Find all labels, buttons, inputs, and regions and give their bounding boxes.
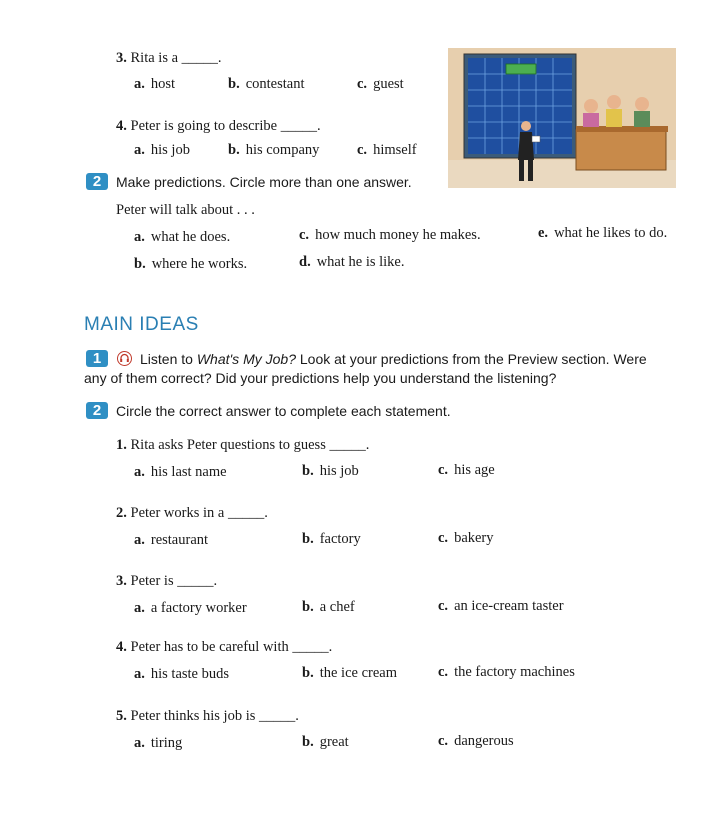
question-1: 1. Rita asks Peter questions to guess _____. (116, 437, 370, 453)
question-number: 4. (116, 118, 127, 134)
exercise-badge: 1 (86, 350, 108, 367)
exercise-instruction-line2: any of them correct? Did your predictions help you understand the listening? (84, 370, 557, 386)
exercise-instruction: Circle the correct answer to complete each statement. (116, 403, 451, 419)
option: a. a factory worker (134, 600, 247, 616)
prompt-lead: Peter will talk about . . . (116, 202, 255, 218)
headphones-icon (117, 351, 132, 366)
question-2: 2. Peter works in a _____. (116, 505, 268, 521)
option: c. the factory machines (438, 664, 575, 680)
game-show-illustration (448, 42, 678, 190)
option: c. his age (438, 462, 495, 478)
question-stem: Peter is going to describe _____. (130, 118, 321, 134)
option: b. great (302, 734, 349, 750)
option: d. what he is like. (299, 254, 405, 270)
option: a. restaurant (134, 532, 209, 548)
question-4: 4. Peter has to be careful with _____. (116, 639, 333, 655)
exercise-badge: 2 (86, 402, 108, 419)
option: b. contestant (228, 76, 305, 92)
option: b. a chef (302, 599, 355, 615)
option: e. what he likes to do. (538, 225, 668, 241)
question-4 (116, 117, 321, 135)
option: b. his company (228, 142, 320, 158)
option: a. what he does. (134, 229, 231, 245)
option: b. where he works. (134, 256, 248, 272)
option: a. his job (134, 142, 190, 158)
question-stem: Rita is a _____. (130, 50, 222, 66)
section-heading: MAIN IDEAS (84, 314, 199, 335)
option: b. the ice cream (302, 665, 397, 681)
question-3 (116, 49, 222, 67)
option: b. factory (302, 531, 361, 547)
question-5: 5. Peter thinks his job is _____. (116, 708, 299, 724)
option: a. tiring (134, 735, 183, 751)
program-title: What's My Job? (196, 351, 296, 367)
option: c. dangerous (438, 733, 514, 749)
exercise-badge: 2 (86, 173, 108, 190)
exercise-instruction: Listen to What's My Job? Look at your predictions from the Preview section. Were (140, 351, 647, 367)
option: c. himself (357, 142, 417, 158)
option: a. his taste buds (134, 666, 230, 682)
question-3: 3. Peter is _____. (116, 573, 218, 589)
option: c. guest (357, 76, 404, 92)
option: a. host (134, 76, 176, 92)
option: c. how much money he makes. (299, 227, 481, 243)
option: a. his last name (134, 464, 227, 480)
option: c. bakery (438, 530, 494, 546)
option: c. an ice-cream taster (438, 598, 564, 614)
option: b. his job (302, 463, 359, 479)
exercise-instruction: Make predictions. Circle more than one answer. (116, 174, 412, 190)
question-number: 3. (116, 50, 127, 66)
